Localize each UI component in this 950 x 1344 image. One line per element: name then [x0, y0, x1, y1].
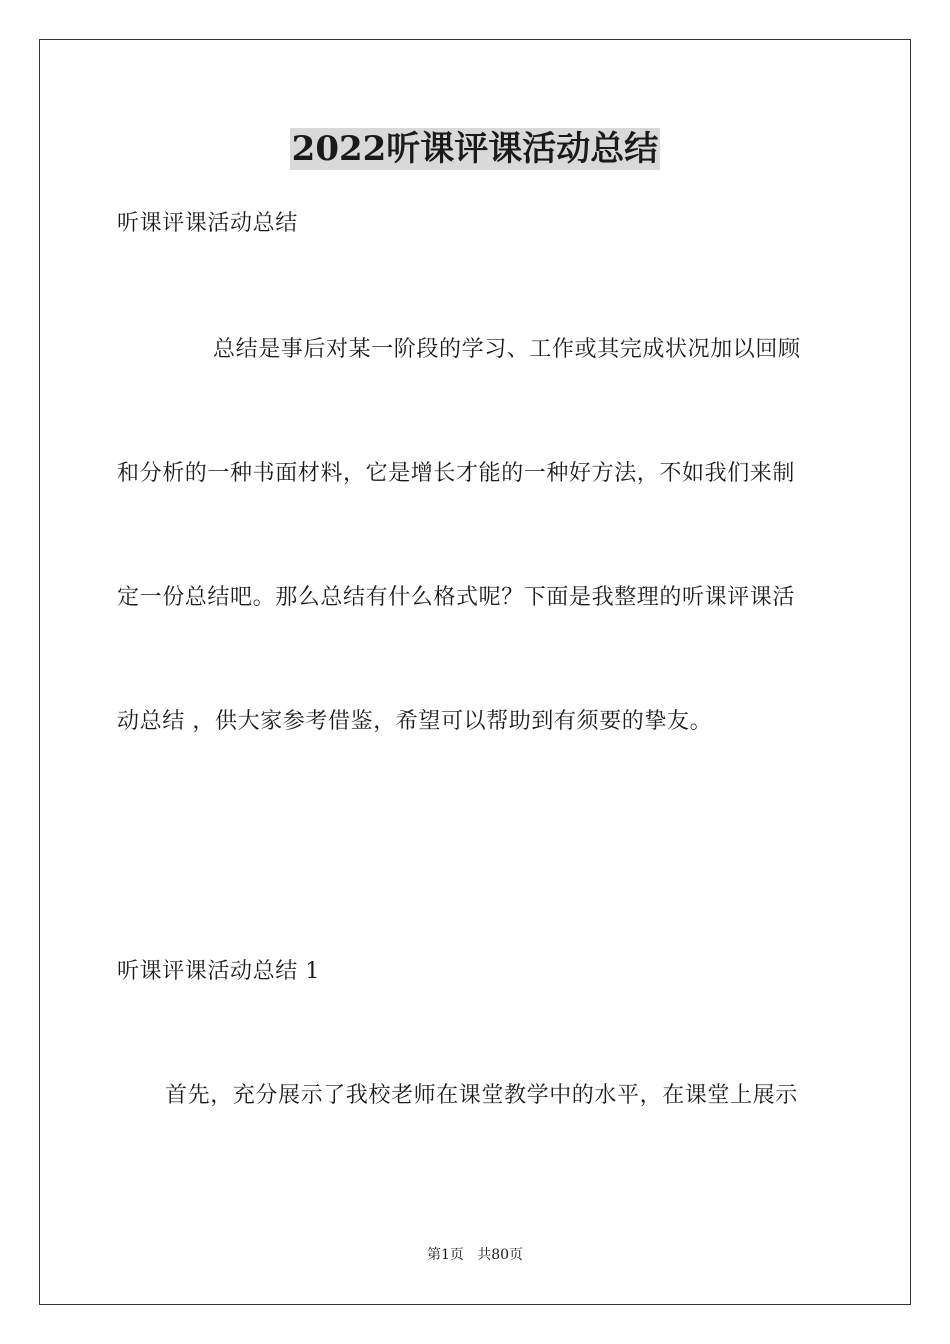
document-title: 2022听课评课活动总结 — [291, 129, 659, 169]
section-heading: 听课评课活动总结 1 — [117, 959, 320, 984]
paragraph-line: 定一份总结吧。那么总结有什么格式呢？下面是我整理的听课评课活 — [117, 585, 796, 610]
title-container — [0, 128, 950, 170]
paragraph-line: 总结是事后对某一阶段的学习、工作或其完成状况加以回顾 — [213, 337, 801, 362]
page-footer: 第1页 共80页 — [426, 1247, 524, 1263]
subtitle-line: 听课评课活动总结 — [117, 211, 298, 236]
paragraph-line: 和分析的一种书面材料，它是增长才能的一种好方法，不如我们来制 — [117, 461, 796, 486]
paragraph-line: 动总结 ，供大家参考借鉴，希望可以帮助到有须要的挚友。 — [117, 709, 713, 734]
paragraph-line: 首先，充分展示了我校老师在课堂教学中的水平，在课堂上展示 — [165, 1083, 798, 1108]
